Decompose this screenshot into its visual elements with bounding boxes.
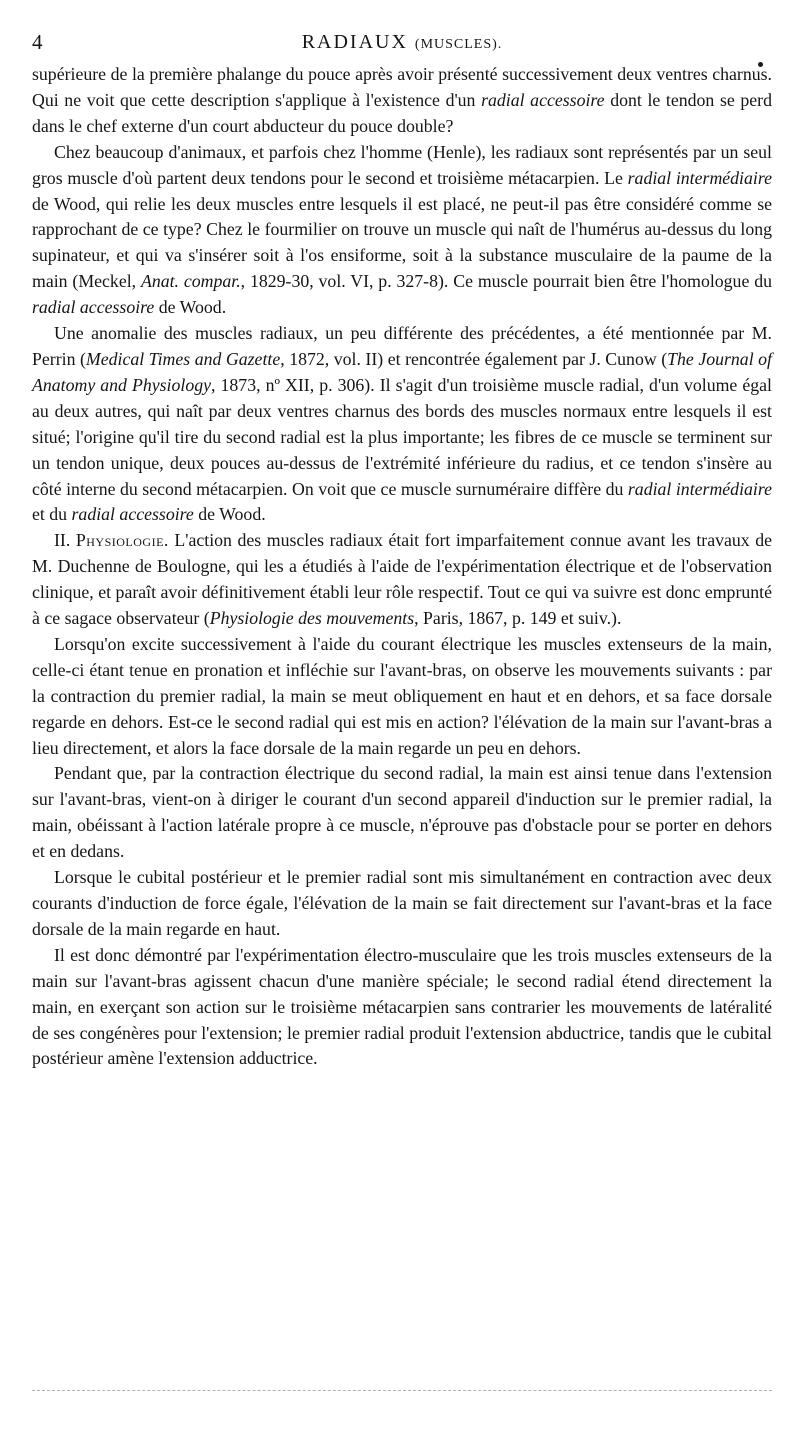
paragraph [32,943,772,1073]
italic-text: Medical Times and Gazette [85,348,281,369]
footer-rule [32,1390,772,1391]
paragraph [32,632,772,762]
section-heading: Physiologie. [75,530,169,551]
text-run: Pendant que, par la contraction électrique du second radial, la main est ainsi tenue dans l'extension sur l'avant-bras, vient-on à diriger le courant d'un second appareil d'induction sur le premier radial, la main, obéissant à l'action latérale propre à ce muscle, n'éprouve pas d'obstacle pour se porter en dehors et en dedans. [32,763,772,862]
text-run: de Wood. [154,297,227,318]
text-run: , 1872, vol. II) et rencontrée également par J. Cunow ( [280,348,668,369]
text-run: Lorsqu'on excite successivement à l'aide du courant électrique les muscles extenseurs de la main, celle-ci étant tenue en pronation et infléchie sur l'avant-bras, on observe les mouvements suivants : par la contraction du premier radial, la main se meut obliquement en haut et en dehors, et sa face dorsale regarde en dehors. Est-ce le second radial qui est mis en action? l'élévation de la main sur l'avant-bras a lieu directement, et alors la face dorsale de la main regarde un peu en dehors. [32,633,772,758]
body-text [32,62,772,1072]
text-run: Il est donc démontré par l'expérimentation électro-musculaire que les trois muscles extenseurs de la main sur l'avant-bras agissent chacun d'une manière spéciale; le second radial étend directement la main, en exerçant son action sur le troisième métacarpien sans contrarier les mouvements de latéralité de ses congénères pour l'extension; le premier radial produit l'extension abductrice, tandis que le cubital postérieur amène l'extension adductrice. [32,944,772,1069]
running-title-sub: (MUSCLES). [414,37,503,52]
page-number: 4 [32,30,43,54]
text-run: Chez beaucoup d'animaux, et parfois chez l'homme (Henle), les radiaux sont représentés par un seul gros muscle d'où partent deux tendons pour le second et troisième métacarpien. Le [32,141,772,188]
paragraph [32,761,772,865]
paragraph [32,140,772,321]
text-run: , 1873, nº XII, p. 306). Il s'agit d'un troisième muscle radial, d'un volume égal au deux autres, qui naît par deux ventres charnus des bords des muscles normaux entre lesquels il est situé; l'origine qu'il tire du second radial est la plus importante; les fibres de ce muscle se terminent sur un tendon unique, deux pouces au-dessus de l'extrémité inférieure du radius, et ce tendon s'insère au côté interne du second métacarpien. On voit que ce muscle surnuméraire diffère du [32,374,773,499]
italic-text: radial intermédiaire [627,478,772,499]
italic-text: radial intermédiaire [627,167,772,188]
text-run: supérieure de la première phalange du pouce après avoir présenté successivement deux ventres charnus. Qui ne voit que cette description s'applique à l'existence d'un [32,64,772,110]
text-run: de Wood, qui relie les deux muscles entre lesquels il est placé, ne peut-il pas être considéré comme se rapprochant de ce type? Chez le fourmilier on trouve un muscle qui naît de l'humérus au-dessus du long supinateur, et qui va s'insérer soit à l'os ensiforme, soit à la substance musculaire de la paume de la main (Meckel, [32,193,772,292]
italic-text: radial accessoire [71,504,194,525]
text-run: de Wood. [193,504,266,525]
page-header [32,14,772,54]
italic-text: radial accessoire [32,297,155,318]
italic-text: radial accessoire [481,89,605,110]
italic-text: Physiologie des mouvements [209,608,415,629]
text-run: , Paris, 1867, p. 149 et suiv.). [414,608,622,629]
text-run: dont le tendon se perd dans le chef externe d'un court abducteur du pouce double? [32,89,772,136]
italic-text: The Journal of Anatomy and Physiology [32,348,772,395]
text-run: Une anomalie des muscles radiaux, un peu différente des précédentes, a été mentionnée par M. Perrin ( [32,323,772,369]
paragraph [32,865,772,943]
paragraph [32,62,772,140]
text-run: , 1829-30, vol. VI, p. 327-8). Ce muscle pourrait bien être l'homologue du [240,271,772,292]
paragraph [32,528,772,632]
text-run: et du [32,504,72,525]
paragraph [32,321,772,528]
text-run: L'action des muscles radiaux était fort imparfaitement connue avant les travaux de M. Duchenne de Boulogne, qui les a étudiés à l'aide de l'expérimentation électrique et de l'observation clinique, et paraît avoir définitivement établi leur rôle respectif. Tout ce qui va suivre est donc emprunté à ce sagace observateur ( [32,530,773,629]
text-run: II. [54,530,76,551]
running-title [32,30,772,57]
italic-text: Anat. compar. [140,271,241,292]
running-title-main: RADIAUX [301,31,408,53]
text-run: Lorsque le cubital postérieur et le premier radial sont mis simultanément en contraction avec deux courants d'induction de force égale, l'élévation de la main se fait directement sur l'avant-bras et la face dorsale de la main regarde en haut. [32,867,772,939]
